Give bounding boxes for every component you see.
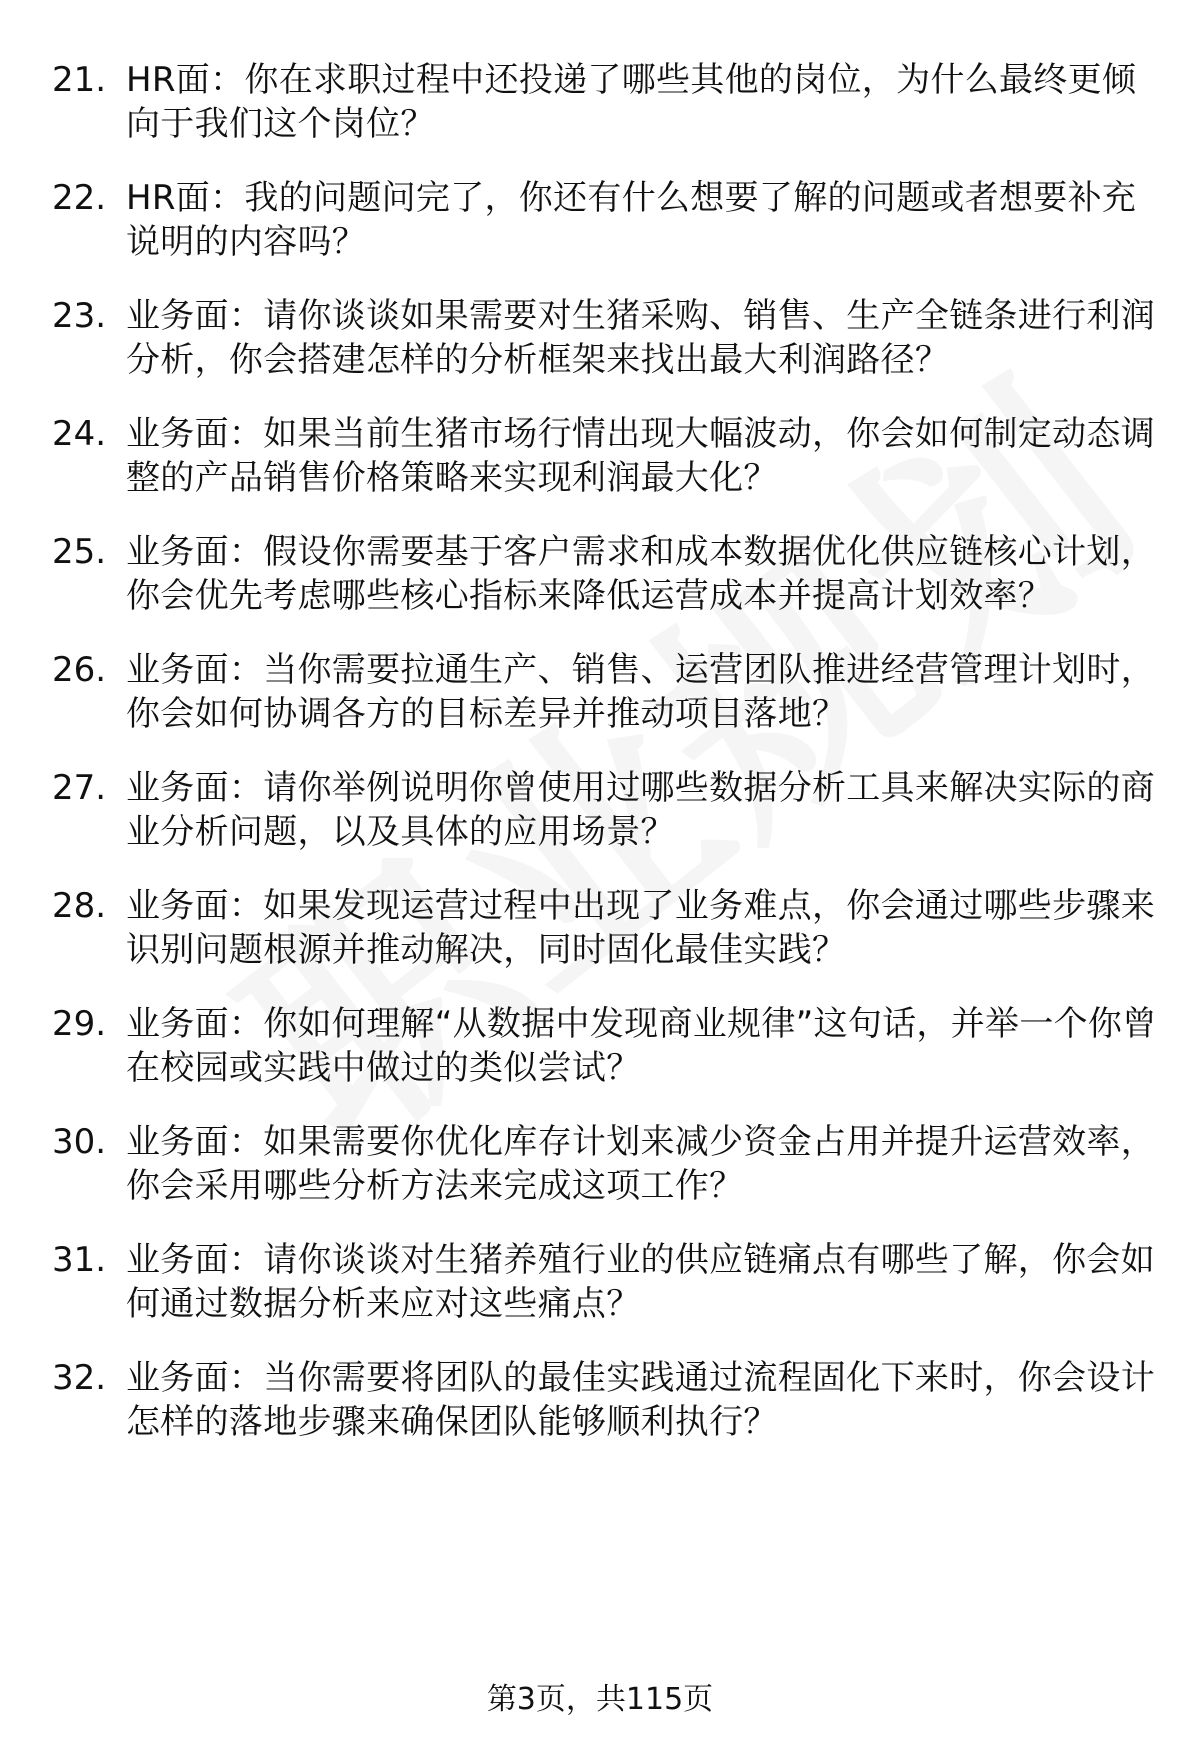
question-number: 21. [52,60,107,100]
question-text: 业务面：请你谈谈如果需要对生猪采购、销售、生产全链条进行利润分析，你会搭建怎样的分析框架来找出最大利润路径？ [126,296,1155,380]
question-text: HR面：我的问题问完了，你还有什么想要了解的问题或者想要补充说明的内容吗？ [126,178,1137,262]
question-list [52,58,1160,1444]
question-number: 25. [52,532,107,572]
question-item [52,766,1160,854]
question-number: 31. [52,1240,107,1280]
question-number: 24. [52,414,107,454]
question-item [52,294,1160,382]
question-number: 22. [52,178,107,218]
question-text: 业务面：如果发现运营过程中出现了业务难点，你会通过哪些步骤来识别问题根源并推动解决，同时固化最佳实践？ [126,886,1155,970]
question-text: 业务面：请你举例说明你曾使用过哪些数据分析工具来解决实际的商业分析问题，以及具体的应用场景？ [126,768,1155,852]
question-item [52,530,1160,618]
question-item [52,648,1160,736]
question-number: 27. [52,768,107,808]
question-item [52,1120,1160,1208]
question-text: 业务面：请你谈谈对生猪养殖行业的供应链痛点有哪些了解，你会如何通过数据分析来应对这些痛点？ [126,1240,1155,1324]
question-item [52,412,1160,500]
question-item [52,176,1160,264]
question-number: 29. [52,1004,107,1044]
question-number: 23. [52,296,107,336]
question-item [52,1002,1160,1090]
question-item [52,884,1160,972]
question-text: HR面：你在求职过程中还投递了哪些其他的岗位，为什么最终更倾向于我们这个岗位？ [126,60,1137,144]
question-text: 业务面：当你需要将团队的最佳实践通过流程固化下来时，你会设计怎样的落地步骤来确保团队能够顺利执行？ [126,1358,1155,1442]
question-text: 业务面：你如何理解“从数据中发现商业规律”这句话，并举一个你曾在校园或实践中做过的类似尝试？ [126,1004,1157,1088]
question-number: 32. [52,1358,107,1398]
question-text: 业务面：当你需要拉通生产、销售、运营团队推进经营管理计划时，你会如何协调各方的目标差异并推动项目落地？ [126,650,1155,734]
question-text: 业务面：如果需要你优化库存计划来减少资金占用并提升运营效率，你会采用哪些分析方法来完成这项工作？ [126,1122,1155,1206]
question-number: 30. [52,1122,107,1162]
question-item [52,58,1160,146]
question-item [52,1238,1160,1326]
question-number: 26. [52,650,107,690]
question-text: 业务面：假设你需要基于客户需求和成本数据优化供应链核心计划，你会优先考虑哪些核心指标来降低运营成本并提高计划效率？ [126,532,1155,616]
question-item [52,1356,1160,1444]
page-number: 第3页，共115页 [486,1682,714,1717]
question-text: 业务面：如果当前生猪市场行情出现大幅波动，你会如何制定动态调整的产品销售价格策略来实现利润最大化？ [126,414,1155,498]
question-number: 28. [52,886,107,926]
